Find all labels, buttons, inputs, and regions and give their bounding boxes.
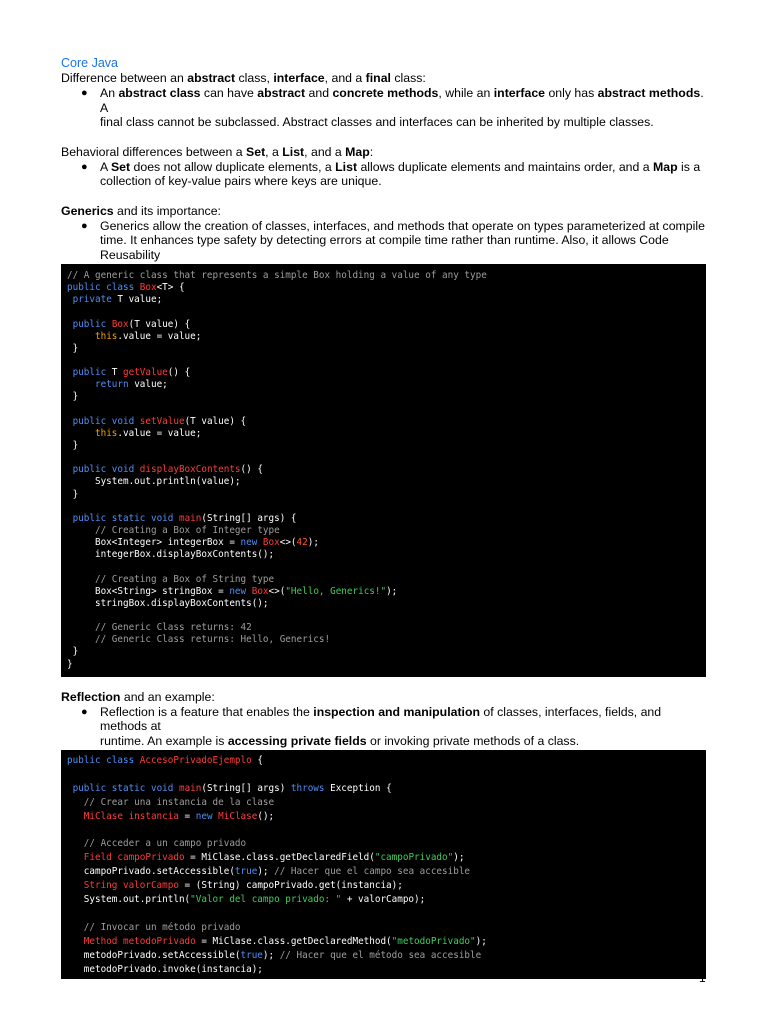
code-token: public void [72, 464, 140, 476]
bold-text: abstract methods [597, 86, 701, 100]
text-run: A [100, 159, 111, 174]
code-line [67, 294, 700, 306]
code-line [67, 306, 700, 318]
text-run: only has [545, 86, 598, 100]
code-token: .value = value; [117, 330, 202, 342]
code-token: // Acceder a un campo privado [83, 838, 247, 850]
code-token: } [67, 646, 79, 658]
code-token: } [67, 439, 79, 451]
code-token: MiClase instancia [83, 810, 179, 822]
bold-text: abstract [187, 71, 236, 85]
answer-line [100, 174, 709, 189]
text-run: or invoking private methods of a class. [366, 733, 580, 748]
code-token: value; [128, 379, 168, 391]
bold-text: accessing private fields [227, 733, 367, 748]
text-run: final class cannot be subclassed. Abstract classes and interfaces can be inherited by multiple classes. [100, 115, 654, 129]
code-token: // Generic Class returns: Hello, Generics! [95, 634, 331, 646]
code-token: // Generic Class returns: 42 [95, 622, 252, 634]
code-token: ); [257, 866, 275, 878]
bold-text: List [282, 144, 305, 159]
code-token [67, 852, 84, 863]
question-generics [61, 204, 709, 219]
text-run: Generics allow the creation of classes, interfaces, and methods that operate on types parameterized at compile [100, 218, 705, 233]
answer-list-3 [61, 219, 709, 263]
code-token: main [178, 512, 202, 524]
bold-text: abstract class [118, 86, 201, 100]
text-run: class, [235, 71, 274, 85]
bold-text: Set [246, 144, 266, 159]
code-token: System.out.println( [67, 894, 191, 906]
bullet-icon: ● [81, 705, 88, 718]
text-run: allows duplicate elements and maintains order, and a [357, 159, 654, 174]
code-line [67, 343, 700, 355]
code-token [67, 922, 84, 933]
code-token: (T value) { [184, 415, 247, 427]
code-line [67, 622, 700, 634]
code-token [67, 811, 84, 822]
code-token [67, 838, 84, 849]
bold-text: interface [493, 86, 546, 100]
code-token: AccesoPrivadoEjemplo [139, 755, 252, 767]
code-token: ); [262, 949, 280, 961]
code-line [67, 634, 700, 646]
text-run: Difference between an [61, 71, 188, 85]
bold-text: final [365, 71, 391, 85]
answer-line [100, 115, 709, 130]
answer-line [100, 705, 709, 734]
code-token: new [240, 537, 258, 549]
code-token: (String[] args) { [201, 512, 297, 524]
text-run: . A [100, 86, 704, 115]
page-number: 1 [699, 971, 706, 985]
code-token: true [234, 866, 258, 878]
section-heading: Core Java [61, 56, 118, 70]
text-run: : [369, 144, 374, 159]
code-token: public [72, 367, 107, 379]
code-token: public static void [72, 512, 179, 524]
code-token: "campoPrivado" [374, 852, 454, 864]
code-token: campoPrivado.setAccessible( [67, 866, 235, 878]
code-token: "metodoPrivado" [391, 935, 476, 947]
code-line [67, 598, 700, 610]
question-reflection [61, 690, 709, 705]
text-run: and [305, 86, 333, 100]
code-token: () { [167, 367, 191, 379]
code-token: public class [67, 282, 140, 294]
bold-text: concrete methods [332, 86, 439, 100]
code-token: (String[] args) [201, 782, 291, 794]
code-token: Box [139, 282, 157, 294]
answer-line [100, 219, 709, 234]
text-run: collection of key-value pairs where keys are unique. [100, 174, 382, 188]
code-token: "Hello, Generics!" [285, 585, 387, 597]
code-token: ); [453, 852, 465, 864]
code-line [67, 404, 700, 416]
answer-bullet [61, 705, 709, 749]
code-token: // Hacer que el método sea accesible [279, 949, 482, 961]
answer-bullet [61, 219, 709, 263]
code-line [67, 574, 700, 586]
answer-list-2 [61, 160, 709, 189]
code-token: getValue [123, 367, 168, 379]
code-line [67, 464, 700, 476]
code-line [67, 851, 700, 865]
question-set-list-map [61, 145, 709, 160]
code-token: } [67, 488, 79, 500]
code-line [67, 561, 700, 573]
code-line [67, 893, 700, 907]
code-token: (T value) { [128, 318, 191, 330]
text-run: of classes, interfaces, fields, and methods at [100, 704, 662, 734]
code-line [67, 270, 700, 282]
text-run: is a [677, 159, 701, 174]
code-token: // Hacer que el campo sea accesible [274, 866, 471, 878]
code-token: () { [240, 464, 263, 476]
code-token: // Creating a Box of Integer type [95, 524, 280, 536]
code-line [67, 549, 700, 561]
bold-text: List [335, 159, 358, 174]
code-token: public [72, 318, 107, 330]
answer-line [100, 233, 709, 248]
code-line [67, 476, 700, 488]
code-block-generics [61, 264, 706, 677]
code-line [67, 586, 700, 598]
code-token: = (String) campoPrivado.get(instancia); [178, 880, 403, 892]
code-token: System.out.println(value); [67, 476, 241, 488]
code-line [67, 452, 700, 464]
code-block-reflection [61, 750, 706, 979]
code-line [67, 768, 700, 782]
code-token: // Creating a Box of String type [95, 573, 275, 585]
text-run: Behavioral differences between a [61, 144, 247, 159]
code-line [67, 865, 700, 879]
code-line [67, 646, 700, 658]
bold-text: inspection and manipulation [313, 704, 480, 719]
code-token: // Crear una instancia de la clase [83, 796, 275, 808]
code-token [67, 428, 95, 439]
code-token: Box<Integer> integerBox = [67, 537, 241, 549]
text-run: An [100, 86, 119, 100]
code-line [67, 319, 700, 331]
text-run: , and a [324, 71, 366, 85]
code-token: private [72, 294, 112, 306]
code-token: metodoPrivado.setAccessible( [67, 949, 241, 961]
bold-text: Set [110, 159, 131, 174]
code-token: Box [262, 537, 280, 549]
code-token: public class [67, 755, 140, 767]
code-line [67, 796, 700, 810]
code-line [67, 391, 700, 403]
code-token: } [67, 391, 79, 403]
document-page [61, 56, 709, 979]
code-token: public void [72, 415, 140, 427]
code-token: this [95, 330, 118, 342]
code-token [67, 331, 95, 342]
code-token [67, 634, 95, 645]
text-run: does not allow duplicate elements, a [130, 159, 336, 174]
code-token: public static void [72, 782, 179, 794]
answer-bullet [61, 86, 709, 130]
code-token: = [178, 810, 196, 822]
bold-text: Generics [61, 203, 114, 218]
code-token: main [178, 782, 202, 794]
code-line [67, 810, 700, 824]
code-token: stringBox.displayBoxContents(); [67, 597, 269, 609]
code-line [67, 921, 700, 935]
code-token: Field campoPrivado [83, 852, 185, 864]
code-token: throws [290, 782, 325, 794]
code-token: Method metodoPrivado [83, 935, 196, 947]
code-token: metodoPrivado.invoke(instancia); [67, 963, 263, 975]
text-run: , and a [304, 144, 346, 159]
bold-text: abstract [257, 86, 306, 100]
code-line [67, 837, 700, 851]
bold-text: Map [653, 159, 678, 174]
code-token: } [67, 658, 73, 670]
code-token: String valorCampo [83, 880, 179, 892]
bold-text: Map [345, 144, 370, 159]
code-token: T [106, 367, 123, 379]
code-token: // Invocar un método privado [83, 921, 241, 933]
code-line [67, 907, 700, 921]
code-token: { [251, 755, 263, 767]
bullet-icon: ● [81, 160, 88, 173]
code-line [67, 963, 700, 977]
answer-list-4 [61, 705, 709, 749]
code-token: integerBox.displayBoxContents(); [67, 549, 275, 561]
code-line [67, 935, 700, 949]
code-token: } [67, 342, 79, 354]
text-run: , a [265, 144, 283, 159]
code-line [67, 282, 700, 294]
code-token: .value = value; [117, 427, 202, 439]
code-token: ); [386, 585, 398, 597]
bullet-icon: ● [81, 219, 88, 232]
code-token: (); [257, 810, 275, 822]
bold-text: interface [273, 71, 325, 85]
answer-line [100, 248, 709, 263]
code-line [67, 355, 700, 367]
answer-line [100, 160, 709, 175]
text-run: and its importance: [113, 203, 221, 218]
code-token: Box [251, 585, 269, 597]
code-token [67, 936, 84, 947]
code-line [67, 659, 700, 671]
code-token: ); [475, 935, 487, 947]
code-token: + valorCampo); [341, 894, 426, 906]
bold-text: Reflection [61, 689, 121, 704]
code-token: <>( [268, 585, 286, 597]
text-run: Reflection is a feature that enables the [100, 704, 314, 719]
code-token: new [195, 810, 213, 822]
code-token [67, 525, 95, 536]
code-token: true [240, 949, 263, 961]
code-token: // A generic class that represents a simple Box holding a value of any type [67, 270, 487, 281]
text-run: runtime. An example is [100, 733, 228, 748]
code-token: "Valor del campo privado: " [190, 894, 342, 906]
text-run: class: [390, 71, 426, 85]
code-line [67, 513, 700, 525]
answer-list-1 [61, 86, 709, 130]
code-line [67, 501, 700, 513]
code-line [67, 537, 700, 549]
code-line [67, 428, 700, 440]
answer-bullet [61, 160, 709, 189]
code-token: = MiClase.class.getDeclaredMethod( [195, 935, 392, 947]
code-token: T value; [111, 294, 163, 306]
code-line [67, 610, 700, 622]
code-token: Box<String> stringBox = [67, 585, 230, 597]
code-token [67, 379, 95, 390]
bullet-icon: ● [81, 87, 88, 99]
code-line [67, 367, 700, 379]
code-token: MiClase [218, 810, 258, 822]
code-line [67, 949, 700, 963]
code-token: Exception { [324, 782, 392, 794]
answer-line [100, 734, 709, 749]
code-token: ); [307, 537, 319, 549]
code-token [67, 797, 84, 808]
code-line [67, 754, 700, 768]
text-run: can have [200, 86, 258, 100]
code-line [67, 879, 700, 893]
question-abstract-interface-final [61, 71, 709, 86]
code-token [67, 622, 95, 633]
code-line [67, 416, 700, 428]
code-line [67, 331, 700, 343]
code-line [67, 440, 700, 452]
code-token: this [95, 427, 118, 439]
code-token: <T> { [156, 282, 185, 294]
code-line [67, 379, 700, 391]
code-line [67, 525, 700, 537]
code-line [67, 782, 700, 796]
code-token: displayBoxContents [139, 464, 241, 476]
code-token: <>( [279, 537, 297, 549]
code-line [67, 489, 700, 501]
code-token: new [229, 585, 247, 597]
code-token [67, 574, 95, 585]
code-token: Box [111, 318, 129, 330]
text-run: time. It enhances type safety by detecting errors at compile time rather than runtime. Also, it allows Code [100, 233, 669, 247]
text-run: and an example: [120, 689, 215, 704]
answer-line [100, 86, 709, 115]
text-run: , while an [438, 86, 494, 100]
code-token: return [95, 379, 129, 391]
code-token [67, 880, 84, 891]
text-run: Reusability [100, 247, 161, 262]
code-token: 42 [296, 537, 308, 549]
code-line [67, 824, 700, 838]
code-token: setValue [139, 415, 185, 427]
code-token: = MiClase.class.getDeclaredField( [184, 852, 375, 864]
